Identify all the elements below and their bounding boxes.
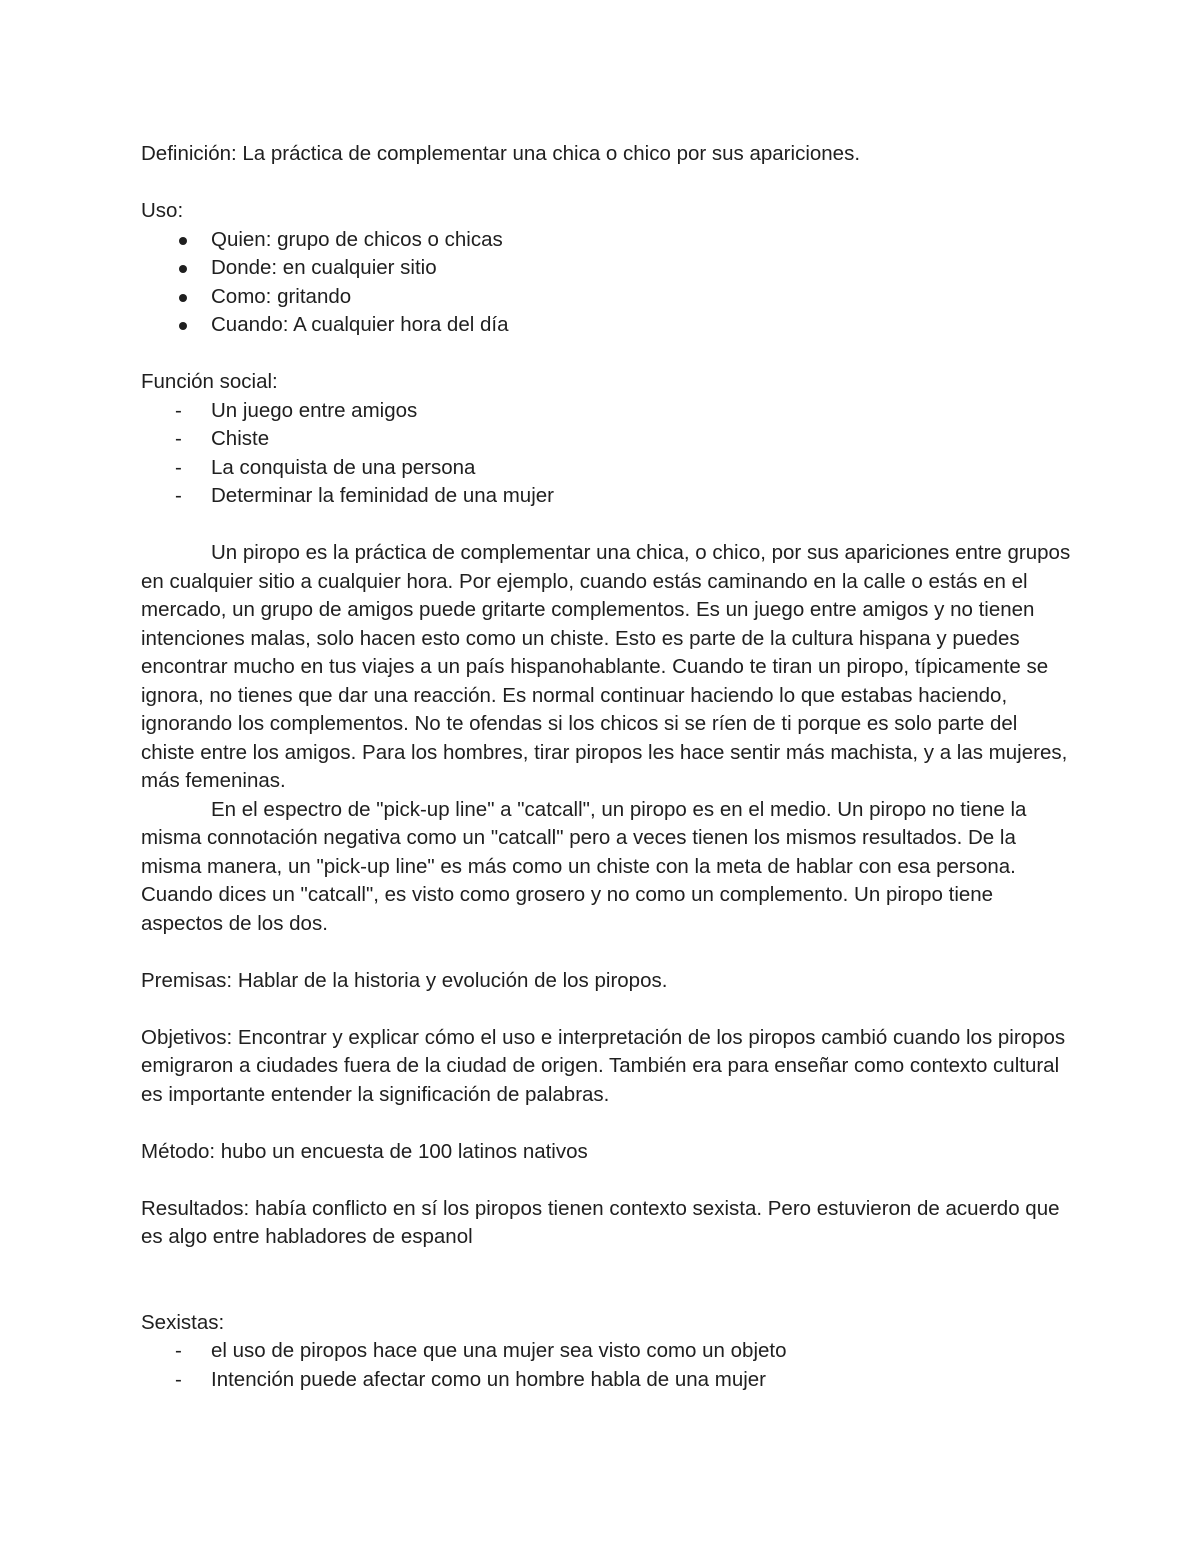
funcion-social-list [141,397,1071,511]
metodo-line: Método: hubo un encuesta de 100 latinos nativos [141,1139,588,1163]
list-item-text: La conquista de una persona [211,455,476,479]
list-item [141,283,1071,312]
list-item-text: Un juego entre amigos [211,398,418,422]
objetivos-paragraph: Objetivos: Encontrar y explicar cómo el uso e interpretación de los piropos cambió cuando los piropos emigraron a ciudades fuera de la ciudad de origen. También era para enseñar como contexto cultural es importante entender la significación de palabras. [141,1025,1066,1106]
sexistas-heading: Sexistas: [141,1310,225,1334]
resultados-paragraph: Resultados: había conflicto en sí los piropos tienen contexto sexista. Pero estuvieron de acuerdo que es algo entre habladores de espanol [141,1196,1060,1248]
list-item [141,311,1071,340]
sexistas-list [141,1337,1071,1394]
list-item-text: el uso de piropos hace que una mujer sea visto como un objeto [211,1339,787,1362]
list-item-text: Chiste [211,427,270,450]
bullet-icon [179,237,187,245]
list-item-text: Quien: grupo de chicos o chicas [211,227,503,251]
list-item [141,254,1071,283]
spacer [141,1109,1071,1138]
spacer [141,1280,1071,1309]
list-item [141,1337,1071,1366]
list-item [141,397,1071,426]
list-item-text: Determinar la feminidad de una mujer [211,484,554,507]
dash-marker: - [175,455,182,479]
bullet-icon [179,265,187,273]
spacer [141,1252,1071,1281]
premisas-line: Premisas: Hablar de la historia y evolución de los piropos. [141,968,668,992]
document-page [141,140,1071,1394]
spacer [141,995,1071,1024]
spacer [141,938,1071,967]
bullet-icon [179,294,187,302]
list-item [141,454,1071,483]
uso-list [141,226,1071,340]
spacer [141,340,1071,369]
spacer [141,169,1071,198]
definition-line: Definición: La práctica de complementar una chica o chico por sus apariciones. [141,142,861,165]
uso-heading: Uso: [141,199,184,222]
body-paragraph: Un piropo es la práctica de complementar una chica, o chico, por sus apariciones entre grupos en cualquier sitio a cualquier hora. Por ejemplo, cuando estás caminando en la calle o estás en el mercado, un grupo de amigos puede gritarte complementos. Es un juego entre amigos y no tienen intenciones malas, solo hacen esto como un chiste. Esto es parte de la cultura hispana y puedes encontrar mucho en tus viajes a un país hispanohablante. Cuando te tiran un piropo, típicamente se ignora, no tienes que dar una reacción. Es normal continuar haciendo lo que estabas haciendo, ignorando los complementos. No te ofendas si los chicos si se ríen de ti porque es solo parte del chiste entre los amigos. Para los hombres, tirar piropos les hace sentir más machista, y a las mujeres, más femeninas. [141,541,1071,792]
funcion-social-heading: Función social: [141,370,278,393]
dash-marker: - [175,484,182,507]
list-item [141,482,1071,511]
list-item [141,226,1071,255]
dash-marker: - [175,398,182,422]
list-item-text: Donde: en cualquier sitio [211,256,437,279]
dash-marker: - [175,427,182,450]
bullet-icon [179,322,187,330]
dash-marker: - [175,1339,182,1362]
spacer [141,511,1071,540]
list-item-text: Intención puede afectar como un hombre habla de una mujer [211,1367,767,1391]
list-item-text: Como: gritando [211,284,352,308]
list-item-text: Cuando: A cualquier hora del día [211,313,509,336]
list-item [141,425,1071,454]
spacer [141,1166,1071,1195]
list-item [141,1366,1071,1395]
dash-marker: - [175,1367,182,1391]
body-paragraph: En el espectro de "pick-up line" a "catcall", un piropo es en el medio. Un piropo no tiene la misma connotación negativa como un "catcall" pero a veces tienen los mismos resultados. De la misma manera, un "pick-up line" es más como un chiste con la meta de hablar con esa persona. Cuando dices un "catcall", es visto como grosero y no como un complemento. Un piropo tiene aspectos de los dos. [141,797,1027,935]
